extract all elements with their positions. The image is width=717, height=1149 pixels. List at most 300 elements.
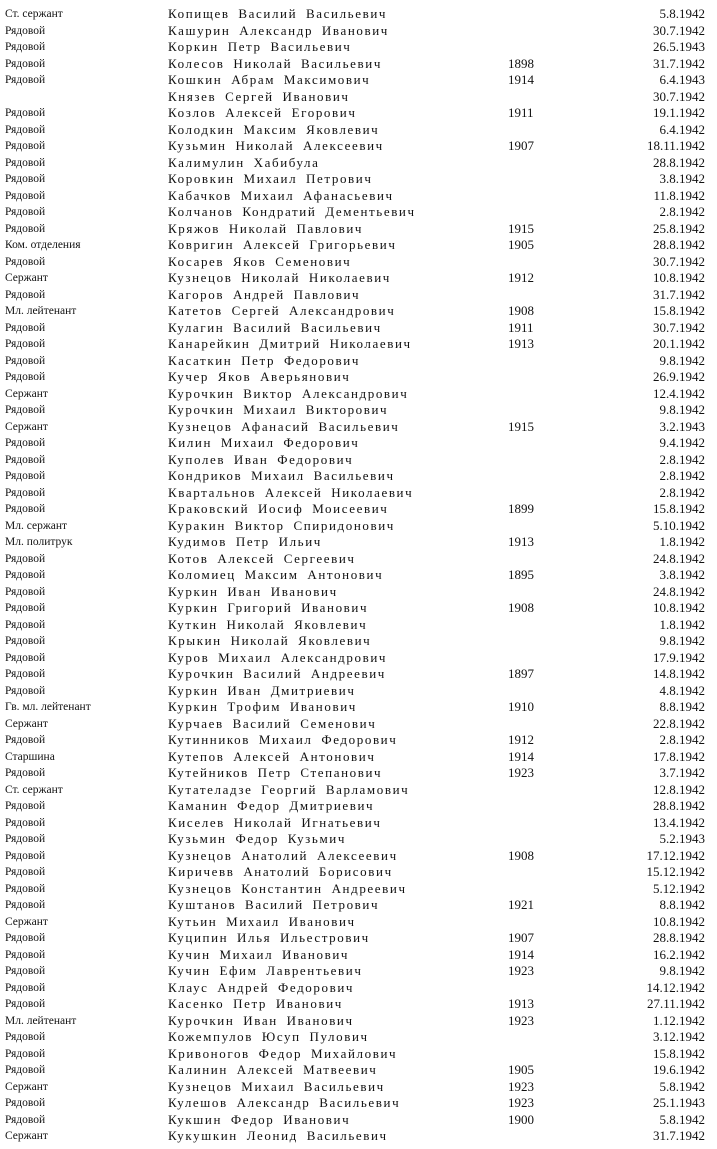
name-cell: Курочкин Виктор Александрович — [168, 385, 409, 401]
rank-cell: Рядовой — [5, 371, 46, 383]
roster-row — [0, 402, 717, 419]
birth-year-cell: 1897 — [508, 666, 534, 681]
date-cell: 9.8.1942 — [659, 352, 705, 368]
rank-cell: Рядовой — [5, 1031, 46, 1043]
rank-cell: Рядовой — [5, 552, 46, 565]
rank-cell: Рядовой — [5, 140, 46, 152]
birth-year-cell: 1911 — [508, 105, 534, 120]
roster-row — [0, 584, 717, 601]
rank-cell: Рядовой — [5, 57, 46, 70]
rank-cell: Рядовой — [5, 288, 46, 301]
rank-cell: Рядовой — [5, 1097, 46, 1109]
date-cell: 28.8.1942 — [653, 154, 705, 170]
name-cell: Куркин Иван Дмитриевич — [168, 682, 356, 698]
name-cell: Кучин Михаил Иванович — [168, 946, 350, 962]
birth-year-cell: 1912 — [508, 270, 534, 285]
birth-year-cell: 1895 — [508, 567, 534, 582]
roster-row — [0, 501, 717, 518]
roster-row — [0, 914, 717, 931]
name-cell: Курчаев Василий Семенович — [168, 715, 377, 731]
name-cell: Кондриков Михаил Васильевич — [168, 468, 395, 483]
roster-row — [0, 963, 717, 980]
name-cell: Кузнецов Николай Николаевич — [168, 270, 391, 285]
name-cell: Кутинников Михаил Федорович — [168, 732, 398, 747]
name-cell: Кудимов Петр Ильич — [168, 534, 322, 549]
rank-cell: Сержант — [5, 717, 48, 730]
birth-year-cell: 1899 — [508, 501, 534, 516]
rank-cell: Рядовой — [5, 618, 46, 631]
roster-row — [0, 1095, 717, 1112]
rank-cell: Сержант — [5, 387, 48, 400]
name-cell: Коровкин Михаил Петрович — [168, 171, 373, 186]
roster-row — [0, 798, 717, 815]
birth-year-cell: 1900 — [508, 1111, 534, 1127]
name-cell: Калимулин Хабибула — [168, 154, 320, 170]
birth-year-cell: 1915 — [508, 418, 534, 434]
date-cell: 3.8.1942 — [659, 567, 705, 582]
rank-cell: Рядовой — [5, 981, 46, 994]
name-cell: Куркин Иван Иванович — [168, 583, 338, 599]
date-cell: 15.8.1942 — [653, 1045, 705, 1061]
roster-row — [0, 122, 717, 139]
name-cell: Касаткин Петр Федорович — [168, 352, 360, 368]
roster-row — [0, 270, 717, 287]
name-cell: Колесов Николай Васильевич — [168, 55, 382, 71]
date-cell: 15.8.1942 — [653, 303, 705, 318]
rank-cell: Рядовой — [5, 74, 46, 86]
rank-cell: Рядовой — [5, 1064, 46, 1076]
date-cell: 18.11.1942 — [646, 138, 705, 153]
name-cell: Курочкин Василий Андреевич — [168, 666, 386, 681]
date-cell: 26.9.1942 — [653, 369, 705, 384]
roster-row — [0, 716, 717, 733]
name-cell: Килин Михаил Федорович — [168, 435, 360, 450]
date-cell: 2.8.1942 — [659, 484, 705, 500]
rank-cell: Рядовой — [5, 24, 46, 37]
birth-year-cell: 1907 — [508, 138, 534, 153]
name-cell: Куркин Григорий Иванович — [168, 600, 369, 615]
roster-row — [0, 815, 717, 832]
date-cell: 5.8.1942 — [659, 6, 705, 21]
name-cell: Копищев Василий Васильевич — [168, 6, 388, 21]
roster-row — [0, 567, 717, 584]
name-cell: Куполев Иван Федорович — [168, 451, 354, 467]
name-cell: Козлов Алексей Егорович — [168, 105, 357, 120]
date-cell: 8.8.1942 — [659, 699, 705, 714]
name-cell: Кагоров Андрей Павлович — [168, 286, 361, 302]
rank-cell: Рядовой — [5, 882, 46, 895]
date-cell: 26.5.1943 — [653, 39, 705, 54]
roster-row — [0, 1079, 717, 1096]
date-cell: 13.4.1942 — [653, 814, 705, 830]
date-cell: 2.8.1942 — [659, 732, 705, 747]
date-cell: 30.7.1942 — [653, 88, 705, 104]
date-cell: 5.10.1942 — [653, 517, 705, 533]
birth-year-cell: 1923 — [508, 963, 534, 978]
birth-year-cell: 1923 — [508, 765, 534, 780]
rank-cell: Рядовой — [5, 668, 46, 680]
roster-row — [0, 105, 717, 122]
date-cell: 3.2.1943 — [659, 418, 705, 434]
date-cell: 17.8.1942 — [653, 748, 705, 764]
rank-cell: Сержант — [5, 1130, 48, 1142]
rank-cell: Рядовой — [5, 849, 46, 862]
roster-row — [0, 204, 717, 221]
name-cell: Куштанов Василий Петрович — [168, 897, 380, 912]
date-cell: 12.8.1942 — [653, 781, 705, 797]
roster-row — [0, 1013, 717, 1030]
rank-cell: Гв. мл. лейтенант — [5, 701, 91, 713]
date-cell: 17.9.1942 — [653, 649, 705, 665]
roster-row — [0, 551, 717, 568]
roster-row — [0, 254, 717, 271]
roster-row — [0, 188, 717, 205]
roster-row — [0, 617, 717, 634]
roster-row — [0, 1046, 717, 1063]
roster-row — [0, 831, 717, 848]
rank-cell: Ком. отделения — [5, 239, 81, 251]
rank-cell: Сержант — [5, 272, 48, 284]
roster-row — [0, 996, 717, 1013]
rank-cell: Рядовой — [5, 635, 46, 647]
roster-row — [0, 930, 717, 947]
name-cell: Кутепов Алексей Антонович — [168, 748, 376, 764]
date-cell: 9.8.1942 — [659, 633, 705, 648]
name-cell: Котов Алексей Сергеевич — [168, 550, 356, 566]
roster-row — [0, 336, 717, 353]
date-cell: 11.8.1942 — [653, 187, 705, 203]
roster-row — [0, 369, 717, 386]
name-cell: Колчанов Кондратий Дементьевич — [168, 204, 416, 219]
name-cell: Кулагин Василий Васильевич — [168, 319, 382, 335]
rank-cell: Рядовой — [5, 486, 46, 499]
roster-row — [0, 353, 717, 370]
name-cell: Кашурин Александр Иванович — [168, 22, 389, 38]
date-cell: 14.12.1942 — [646, 979, 705, 995]
date-cell: 5.8.1942 — [659, 1111, 705, 1127]
birth-year-cell: 1923 — [508, 1012, 534, 1028]
roster-row — [0, 782, 717, 799]
name-cell: Кузнецов Афанасий Васильевич — [168, 418, 400, 434]
roster-row — [0, 452, 717, 469]
rank-cell: Рядовой — [5, 206, 46, 218]
date-cell: 14.8.1942 — [653, 666, 705, 681]
birth-year-cell: 1914 — [508, 748, 534, 764]
rank-cell: Рядовой — [5, 816, 46, 829]
birth-year-cell: 1912 — [508, 732, 534, 747]
rank-cell: Рядовой — [5, 338, 46, 350]
date-cell: 22.8.1942 — [653, 715, 705, 731]
name-cell: Канарейкин Дмитрий Николаевич — [168, 336, 412, 351]
rank-cell: Сержант — [5, 1080, 48, 1093]
rank-cell: Рядовой — [5, 800, 46, 812]
name-cell: Касенко Петр Иванович — [168, 996, 343, 1011]
rank-cell: Рядовой — [5, 833, 46, 845]
rank-cell: Рядовой — [5, 1113, 46, 1126]
date-cell: 19.6.1942 — [653, 1062, 705, 1077]
roster-row — [0, 72, 717, 89]
date-cell: 1.8.1942 — [659, 534, 705, 549]
date-cell: 19.1.1942 — [653, 105, 705, 120]
roster-row — [0, 980, 717, 997]
name-cell: Кошкин Абрам Максимович — [168, 72, 371, 87]
name-cell: Кузнецов Анатолий Алексеевич — [168, 847, 398, 863]
name-cell: Кряжов Николай Павлович — [168, 220, 364, 236]
rank-cell: Рядовой — [5, 404, 46, 416]
name-cell: Квартальнов Алексей Николаевич — [168, 484, 414, 500]
name-cell: Князев Сергей Иванович — [168, 88, 350, 104]
rank-cell: Рядовой — [5, 453, 46, 466]
roster-row — [0, 419, 717, 436]
roster-row — [0, 765, 717, 782]
birth-year-cell: 1923 — [508, 1078, 534, 1094]
rank-cell: Рядовой — [5, 503, 46, 515]
date-cell: 30.7.1942 — [653, 22, 705, 38]
rank-cell: Рядовой — [5, 866, 46, 878]
date-cell: 17.12.1942 — [646, 847, 705, 863]
roster-row — [0, 1029, 717, 1046]
roster-row — [0, 1128, 717, 1145]
rank-cell: Мл. лейтенант — [5, 305, 77, 317]
name-cell: Кутьин Михаил Иванович — [168, 913, 356, 929]
rank-cell: Рядовой — [5, 321, 46, 334]
roster-row — [0, 1062, 717, 1079]
rank-cell: Рядовой — [5, 998, 46, 1010]
name-cell: Крыкин Николай Яковлевич — [168, 633, 372, 648]
rank-cell: Рядовой — [5, 189, 46, 202]
name-cell: Кучин Ефим Лаврентьевич — [168, 963, 363, 978]
date-cell: 15.12.1942 — [646, 864, 705, 879]
birth-year-cell: 1913 — [508, 336, 534, 351]
roster-row — [0, 89, 717, 106]
date-cell: 15.8.1942 — [653, 501, 705, 516]
roster-row — [0, 237, 717, 254]
name-cell: Киселев Николай Игнатьевич — [168, 814, 382, 830]
birth-year-cell: 1914 — [508, 72, 534, 87]
roster-row — [0, 699, 717, 716]
date-cell: 24.8.1942 — [653, 583, 705, 599]
name-cell: Кузнецов Константин Андреевич — [168, 880, 407, 896]
date-cell: 3.12.1942 — [653, 1029, 705, 1044]
date-cell: 28.8.1942 — [653, 798, 705, 813]
rank-cell: Рядовой — [5, 767, 46, 779]
rank-cell: Рядовой — [5, 569, 46, 581]
name-cell: Куров Михаил Александрович — [168, 649, 388, 665]
roster-row — [0, 683, 717, 700]
rank-cell: Рядовой — [5, 470, 46, 482]
roster-row — [0, 303, 717, 320]
date-cell: 31.7.1942 — [653, 286, 705, 302]
name-cell: Коркин Петр Васильевич — [168, 39, 352, 54]
date-cell: 5.12.1942 — [653, 880, 705, 896]
birth-year-cell: 1914 — [508, 946, 534, 962]
date-cell: 25.8.1942 — [653, 220, 705, 236]
rank-cell: Рядовой — [5, 899, 46, 911]
rank-cell: Мл. политрук — [5, 536, 73, 548]
roster-row — [0, 897, 717, 914]
rank-cell: Рядовой — [5, 123, 46, 136]
rank-cell: Сержант — [5, 420, 48, 433]
date-cell: 27.11.1942 — [646, 996, 705, 1011]
roster-row — [0, 138, 717, 155]
rank-cell: Рядовой — [5, 354, 46, 367]
rank-cell: Ст. сержант — [5, 8, 63, 20]
roster-row — [0, 534, 717, 551]
name-cell: Куркин Трофим Иванович — [168, 699, 357, 714]
roster-row — [0, 435, 717, 452]
roster-row — [0, 171, 717, 188]
birth-year-cell: 1898 — [508, 55, 534, 71]
roster-row — [0, 320, 717, 337]
rank-cell: Рядовой — [5, 602, 46, 614]
roster-row — [0, 666, 717, 683]
date-cell: 9.8.1942 — [659, 963, 705, 978]
date-cell: 1.8.1942 — [659, 616, 705, 632]
name-cell: Каманин Федор Дмитриевич — [168, 798, 375, 813]
birth-year-cell: 1913 — [508, 996, 534, 1011]
date-cell: 12.4.1942 — [653, 385, 705, 401]
date-cell: 9.4.1942 — [659, 435, 705, 450]
rank-cell: Мл. лейтенант — [5, 1014, 77, 1027]
roster-row — [0, 485, 717, 502]
roster-row — [0, 881, 717, 898]
name-cell: Косарев Яков Семенович — [168, 253, 352, 269]
birth-year-cell: 1910 — [508, 699, 534, 714]
rank-cell: Рядовой — [5, 965, 46, 977]
birth-year-cell: 1921 — [508, 897, 534, 912]
rank-cell: Ст. сержант — [5, 783, 63, 796]
rank-cell: Рядовой — [5, 684, 46, 697]
date-cell: 2.8.1942 — [659, 468, 705, 483]
roster-row — [0, 848, 717, 865]
date-cell: 3.7.1942 — [659, 765, 705, 780]
rank-cell: Рядовой — [5, 173, 46, 185]
name-cell: Куткин Николай Яковлевич — [168, 616, 368, 632]
roster-row — [0, 749, 717, 766]
rank-cell: Рядовой — [5, 41, 46, 53]
name-cell: Курочкин Михаил Викторович — [168, 402, 389, 417]
roster-row — [0, 23, 717, 40]
rank-cell: Рядовой — [5, 651, 46, 664]
date-cell: 30.7.1942 — [653, 319, 705, 335]
name-cell: Калинин Алексей Матвеевич — [168, 1062, 378, 1077]
date-cell: 9.8.1942 — [659, 402, 705, 417]
date-cell: 5.8.1942 — [659, 1078, 705, 1094]
date-cell: 10.8.1942 — [653, 913, 705, 929]
date-cell: 31.7.1942 — [653, 1128, 705, 1143]
date-cell: 10.8.1942 — [653, 600, 705, 615]
roster-list — [0, 6, 717, 1145]
rank-cell: Старшина — [5, 750, 55, 763]
name-cell: Катетов Сергей Александрович — [168, 303, 396, 318]
roster-row — [0, 468, 717, 485]
rank-cell: Рядовой — [5, 948, 46, 961]
birth-year-cell: 1908 — [508, 847, 534, 863]
rank-cell: Рядовой — [5, 1047, 46, 1060]
roster-row — [0, 732, 717, 749]
date-cell: 1.12.1942 — [653, 1012, 705, 1028]
date-cell: 2.8.1942 — [659, 451, 705, 467]
date-cell: 8.8.1942 — [659, 897, 705, 912]
name-cell: Кузьмин Николай Алексеевич — [168, 138, 384, 153]
date-cell: 5.2.1943 — [659, 831, 705, 846]
name-cell: Ковригин Алексей Григорьевич — [168, 237, 397, 252]
roster-row — [0, 518, 717, 535]
date-cell: 24.8.1942 — [653, 550, 705, 566]
date-cell: 6.4.1942 — [659, 121, 705, 137]
date-cell: 6.4.1943 — [659, 72, 705, 87]
date-cell: 3.8.1942 — [659, 171, 705, 186]
date-cell: 30.7.1942 — [653, 253, 705, 269]
name-cell: Коломиец Максим Антонович — [168, 567, 384, 582]
roster-row — [0, 947, 717, 964]
roster-row — [0, 221, 717, 238]
date-cell: 10.8.1942 — [653, 270, 705, 285]
date-cell: 28.8.1942 — [653, 930, 705, 945]
roster-row — [0, 155, 717, 172]
name-cell: Кривоногов Федор Михайлович — [168, 1045, 398, 1061]
name-cell: Кабачков Михаил Афанасьевич — [168, 187, 394, 203]
birth-year-cell: 1913 — [508, 534, 534, 549]
name-cell: Кузнецов Михаил Васильевич — [168, 1078, 385, 1094]
birth-year-cell: 1923 — [508, 1095, 534, 1110]
rank-cell: Рядовой — [5, 156, 46, 169]
roster-row — [0, 600, 717, 617]
name-cell: Клаус Андрей Федорович — [168, 979, 355, 995]
date-cell: 31.7.1942 — [653, 55, 705, 71]
name-cell: Куципин Илья Ильестрович — [168, 930, 370, 945]
name-cell: Кучер Яков Аверьянович — [168, 369, 351, 384]
name-cell: Киричевв Анатолий Борисович — [168, 864, 393, 879]
name-cell: Куракин Виктор Спиридонович — [168, 517, 395, 533]
rank-cell: Рядовой — [5, 255, 46, 268]
name-cell: Кулешов Александр Васильевич — [168, 1095, 401, 1110]
birth-year-cell: 1911 — [508, 319, 534, 335]
rank-cell: Мл. сержант — [5, 519, 68, 532]
date-cell: 4.8.1942 — [659, 682, 705, 698]
rank-cell: Рядовой — [5, 437, 46, 449]
roster-row — [0, 386, 717, 403]
roster-row — [0, 56, 717, 73]
rank-cell: Рядовой — [5, 107, 46, 119]
birth-year-cell: 1905 — [508, 237, 534, 252]
name-cell: Кутателадзе Георгий Варламович — [168, 781, 410, 797]
birth-year-cell: 1905 — [508, 1062, 534, 1077]
roster-row — [0, 6, 717, 23]
birth-year-cell: 1908 — [508, 303, 534, 318]
name-cell: Краковский Иосиф Моисеевич — [168, 501, 389, 516]
roster-row — [0, 39, 717, 56]
roster-row — [0, 1112, 717, 1129]
birth-year-cell: 1915 — [508, 220, 534, 236]
name-cell: Кукшин Федор Иванович — [168, 1111, 351, 1127]
roster-row — [0, 633, 717, 650]
date-cell: 2.8.1942 — [659, 204, 705, 219]
date-cell: 28.8.1942 — [653, 237, 705, 252]
rank-cell: Рядовой — [5, 222, 46, 235]
roster-row — [0, 650, 717, 667]
name-cell: Курочкин Иван Иванович — [168, 1012, 354, 1028]
name-cell: Кукушкин Леонид Васильевич — [168, 1128, 388, 1143]
birth-year-cell: 1908 — [508, 600, 534, 615]
roster-row — [0, 287, 717, 304]
rank-cell: Рядовой — [5, 932, 46, 944]
name-cell: Кутейников Петр Степанович — [168, 765, 383, 780]
date-cell: 20.1.1942 — [653, 336, 705, 351]
rank-cell: Рядовой — [5, 734, 46, 746]
name-cell: Кузьмин Федор Кузьмич — [168, 831, 346, 846]
roster-row — [0, 864, 717, 881]
